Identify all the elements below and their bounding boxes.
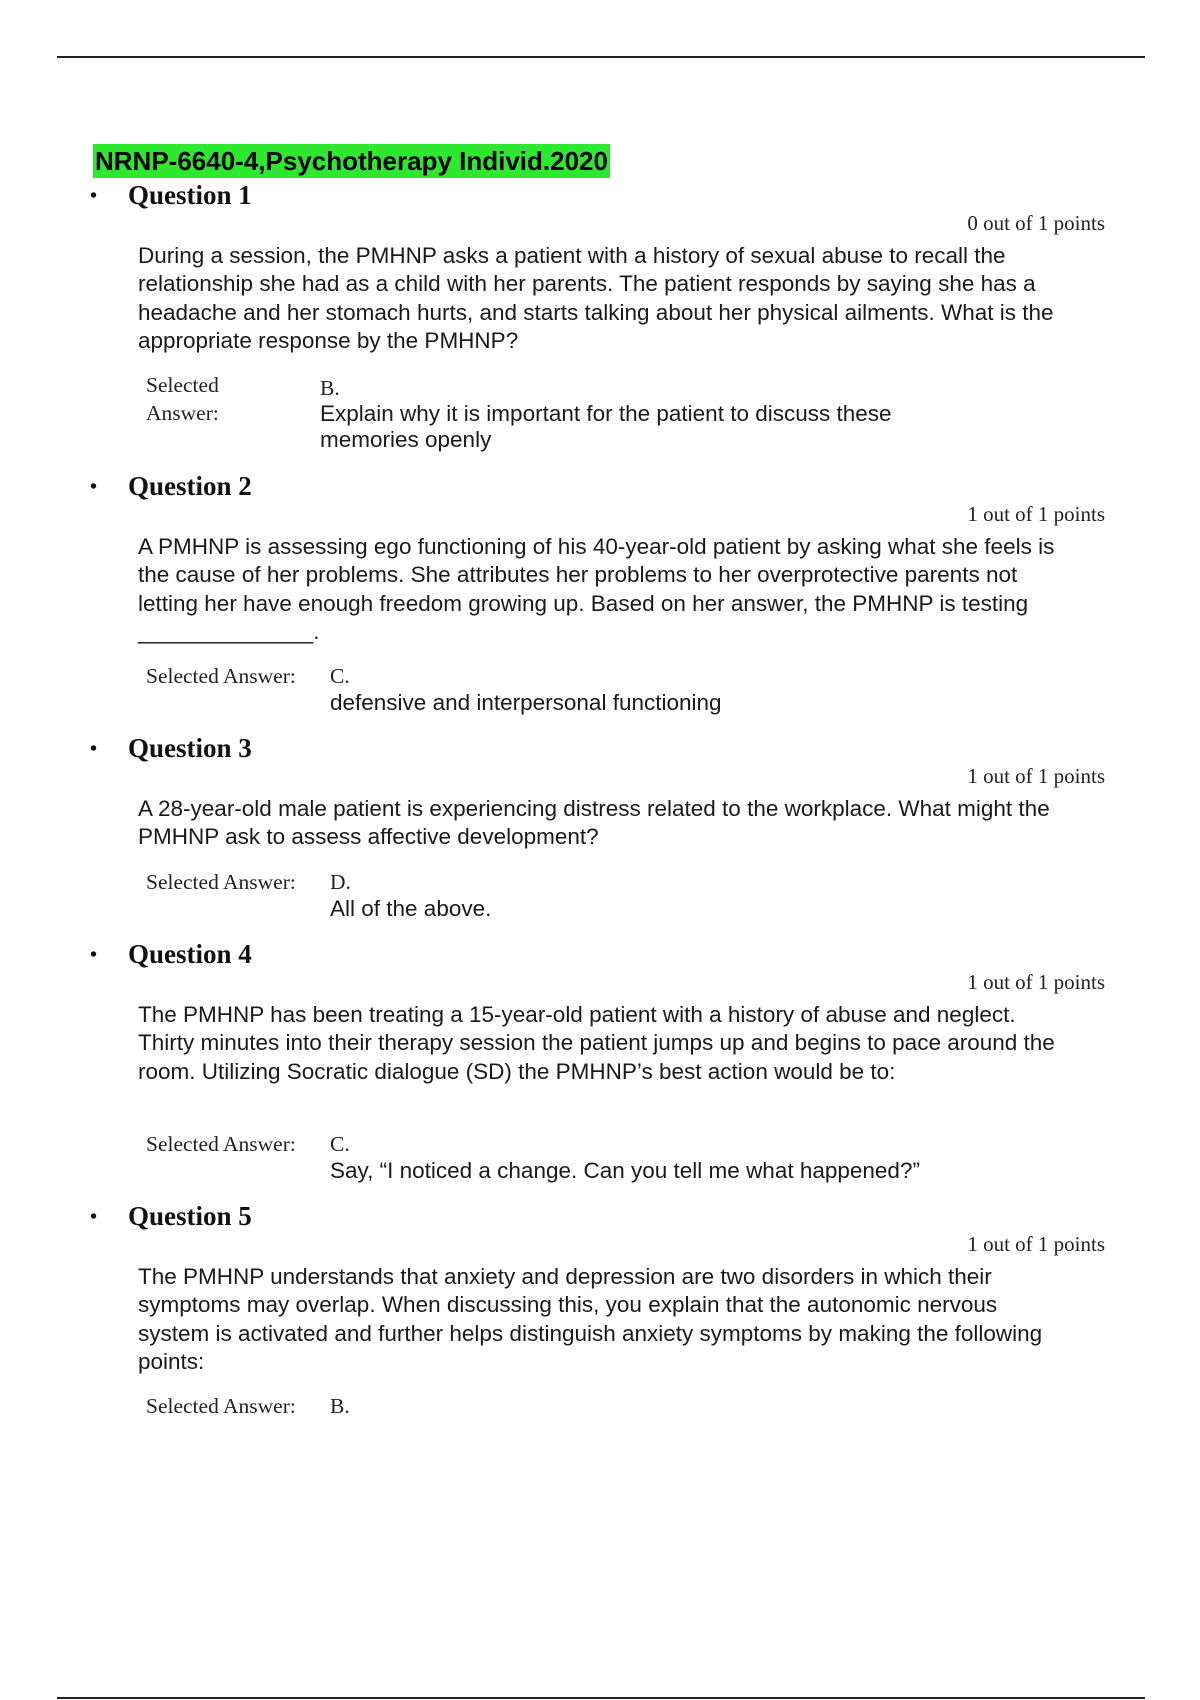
answer-letter: C. <box>330 1132 350 1156</box>
question-title: Question 1 <box>128 180 252 210</box>
points-score: 1 out of 1 points <box>967 1232 1105 1256</box>
top-rule <box>57 56 1145 58</box>
question-text: A 28-year-old male patient is experiencing distress related to the workplace. What might the PMHNP ask to assess affective development? <box>138 796 1050 850</box>
answer-label-line: Answer: <box>146 401 219 425</box>
question-text: During a session, the PMHNP asks a patient with a history of sexual abuse to recall the relationship she had as a child with her parents. The patient responds by saying she has a headache and her stomach hurts, and starts talking about her physical ailments. What is the appropriate response by the PMHNP? <box>138 243 1054 353</box>
question-heading <box>90 1199 252 1234</box>
question-heading <box>90 731 252 766</box>
answer-letter: D. <box>330 870 351 894</box>
question-text: A PMHNP is assessing ego functioning of his 40-year-old patient by asking what she feels is the cause of her problems. She attributes her problems to her overprotective parents not letting her have enough freedom growing up. Based on her answer, the PMHNP is testing ______________. <box>138 534 1055 644</box>
question-heading <box>90 178 252 213</box>
question-text: The PMHNP has been treating a 15-year-old patient with a history of abuse and neglect. Thirty minutes into their therapy session the patient jumps up and begins to pace around the room. Utilizing Socratic dialogue (SD) the PMHNP’s best action would be to: <box>138 1002 1055 1084</box>
bullet-icon: • <box>90 476 98 498</box>
question-title: Question 5 <box>128 1201 252 1231</box>
answer-text: All of the above. <box>330 896 492 921</box>
selected-answer-label: Selected Answer: <box>146 1394 296 1418</box>
selected-answer-label: Selected Answer: <box>146 664 296 688</box>
answer-text: Say, “I noticed a change. Can you tell me what happened?” <box>330 1158 920 1183</box>
bullet-icon: • <box>90 185 98 207</box>
points-score: 0 out of 1 points <box>967 211 1105 235</box>
question-text: The PMHNP understands that anxiety and depression are two disorders in which their symptoms may overlap. When discussing this, you explain that the autonomic nervous system is activated and further helps distinguish anxiety symptoms by making the following points: <box>138 1264 1043 1374</box>
answer-label-line: Selected <box>146 373 219 397</box>
selected-answer-label <box>146 371 219 427</box>
question-title: Question 2 <box>128 471 252 501</box>
answer-letter: B. <box>330 1394 350 1418</box>
points-score: 1 out of 1 points <box>967 970 1105 994</box>
bullet-icon: • <box>90 1206 98 1228</box>
question-title: Question 4 <box>128 939 252 969</box>
points-score: 1 out of 1 points <box>967 764 1105 788</box>
selected-answer-label: Selected Answer: <box>146 1132 296 1156</box>
question-title: Question 3 <box>128 733 252 763</box>
answer-letter: B. <box>320 376 340 400</box>
bullet-icon: • <box>90 738 98 760</box>
answer-text: Explain why it is important for the patient to discuss these memories openly <box>320 401 892 452</box>
bottom-rule <box>57 1697 1145 1699</box>
bullet-icon: • <box>90 944 98 966</box>
question-heading <box>90 937 252 972</box>
answer-letter: C. <box>330 664 350 688</box>
selected-answer-label: Selected Answer: <box>146 870 296 894</box>
document-title: NRNP-6640-4,Psychotherapy Individ.2020 <box>95 146 608 176</box>
question-heading <box>90 469 252 504</box>
points-score: 1 out of 1 points <box>967 502 1105 526</box>
answer-text: defensive and interpersonal functioning <box>330 690 722 715</box>
